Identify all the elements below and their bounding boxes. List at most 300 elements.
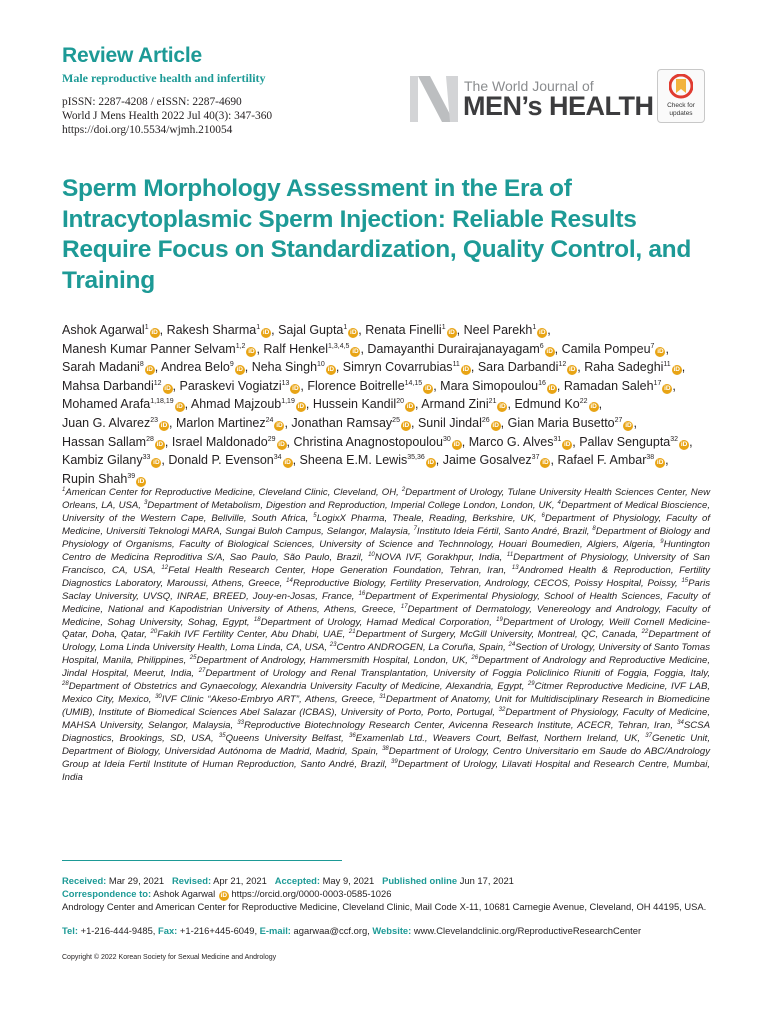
author-entry: Juan G. Alvarez$^{23}$iD , — [62, 415, 173, 430]
affiliation-number: 6 — [541, 512, 545, 519]
author-entry: Jonathan Ramsay$^{25}$iD , — [291, 415, 415, 430]
fax-value: +1-216+445-6049, — [179, 925, 258, 936]
orcid-icon[interactable]: iD — [350, 329, 357, 336]
affiliation-text: Department of Experimental Physiology, School of Health Sciences, Faculty of Medicine, National and Kapodistrian University of Athens, Athens, Greece, — [62, 590, 710, 615]
journal-logo-mark-icon — [410, 76, 460, 122]
accepted-label: Accepted: — [274, 875, 321, 886]
author-affiliation-ref: 16 — [538, 379, 546, 387]
affiliation-text: Department of Andrology and Reproductive Medicine, Jindal Hospital, Meerut, India, — [62, 655, 711, 680]
journal-name-main: MEN’s HEALTH — [463, 91, 654, 121]
author-entry: Ahmad Majzoub$^{1,19}$iD , — [190, 397, 310, 412]
email-label: E-mail: — [259, 925, 291, 936]
author-entry: Damayanthi Durairajanayagam$^6$iD , — [367, 341, 559, 356]
author-entry: Paraskevi Vogiatzi$^{13}$iD , — [179, 378, 304, 393]
affiliation-number: 7 — [413, 525, 417, 532]
contact-line — [62, 925, 710, 937]
orcid-icon[interactable]: iD — [424, 384, 432, 392]
author-entry: Israel Maldonado$^{29}$iD , — [171, 434, 291, 449]
affiliation-text: Department of Anatomy, Unit for Multidisciplinary Research in Biomedicine (UMIB), Institute of Biomedical Sciences Abel Salazar (ICBAS), University of Porto, Porto, Portugal, — [62, 694, 710, 719]
tel-value: +1-216-444-9485, — [80, 925, 156, 936]
author-affiliation-ref: 1 — [343, 323, 348, 331]
affiliation-number: 19 — [496, 616, 503, 623]
author-entry: Andrea Belo$^9$iD , — [161, 360, 249, 375]
affiliation-text: Department of Urology, Tulane University Health Sciences Center, New Orleans, LA, USA, — [62, 487, 710, 511]
affiliation-text: Andromed Health & Reproduction, Fertility Diagnostics Laboratory, Maroussi, Athens, Greece, — [62, 564, 710, 589]
author-entry: Manesh Kumar Panner Selvam$^{1,2}$iD , — [62, 341, 260, 356]
author-entry: Ralf Henkel$^{1,3,4,5}$iD , — [263, 341, 364, 356]
author-name: Rakesh Sharma — [166, 323, 257, 337]
affiliation-text: Genetic Unit, Department of Biology, Universidad Autónoma de Madrid, Madrid, Spain, — [62, 733, 710, 758]
author-entry: Simryn Covarrubias$^{11}$iD , — [342, 360, 475, 375]
author-affiliation-ref: 22 — [579, 398, 588, 406]
affiliation-entry — [199, 668, 710, 679]
author-name: Marlon Martinez — [176, 415, 266, 430]
affiliation-entry — [313, 513, 536, 524]
affiliation-entry — [237, 720, 673, 731]
affiliation-text: Instituto Ideia Fértil, Santo André, Brazil, — [416, 525, 590, 537]
orcid-icon[interactable]: iD — [680, 440, 688, 448]
orcid-icon[interactable]: iD — [499, 403, 506, 411]
affiliation-number: 3 — [143, 499, 148, 506]
affiliation-entry — [286, 578, 678, 589]
affiliation-entry — [219, 733, 344, 744]
affiliation-entry — [190, 655, 468, 666]
affiliation-number: 27 — [198, 668, 206, 675]
citation: World J Mens Health 2022 Jul 40(3): 347-360 — [62, 110, 273, 123]
correspondence-address: Andrology Center and American Center for Reproductive Medicine, Cleveland Clinic, Mail Code X-11, 10681 Carnegie Avenue, Cleveland, OH 44195, USA. — [62, 901, 707, 912]
author-name: Andrea Belo — [161, 360, 230, 375]
correspondence-line — [62, 888, 710, 901]
author-name: Sajal Gupta — [278, 323, 344, 337]
affiliation-number: 32 — [498, 707, 506, 714]
affiliation-number: 37 — [645, 732, 652, 739]
affiliation-number: 30 — [155, 694, 162, 701]
orcid-icon[interactable]: iD — [590, 403, 597, 411]
author-entry: Raha Sadeghi$^{11}$iD , — [584, 360, 686, 375]
issn: pISSN: 2287-4208 / eISSN: 2287-4690 — [62, 96, 242, 108]
affiliation-number: 25 — [189, 655, 197, 662]
affiliation-text: American Center for Reproductive Medicine, Cleveland Clinic, Cleveland, OH, — [65, 487, 399, 498]
affiliation-number: 29 — [527, 681, 535, 688]
affiliation-text: Department of Surgery, McGill University, Montreal, QC, Canada, — [355, 629, 639, 641]
author-entry: Ramadan Saleh$^{17}$iD , — [563, 378, 676, 393]
author-affiliation-ref: 12 — [558, 361, 567, 369]
affiliation-number: 26 — [471, 655, 479, 662]
author-entry: Sunil Jindal$^{26}$iD , — [417, 415, 505, 430]
affiliation-number: 9 — [660, 538, 664, 545]
affiliation-text: Citmer Reproductive Medicine, IVF LAB, Mexico City, Mexico, — [62, 681, 711, 706]
affiliation-text: Department of Metabolism, Digestion and Reproduction, Imperial College London, London, UK, — [147, 499, 555, 511]
correspondence-label: Correspondence to: — [62, 888, 152, 899]
author-name: Sunil Jindal — [417, 415, 482, 430]
orcid-icon[interactable]: iD — [568, 366, 576, 374]
website-link[interactable]: www.Clevelandclinic.org/ReproductiveResearchCenter — [413, 925, 642, 936]
orcid-icon[interactable]: iD — [151, 329, 158, 336]
author-affiliation-ref: 39 — [127, 472, 136, 480]
author-affiliation-ref: 7 — [650, 342, 655, 350]
affiliation-entry — [155, 694, 375, 705]
orcid-icon[interactable]: iD — [657, 347, 664, 355]
affiliation-text: Department of Andrology, Hammersmith Hospital, London, UK, — [196, 655, 468, 667]
orcid-icon[interactable]: iD — [448, 329, 455, 336]
affiliation-text: Department of Physiology, University of San Francisco, CA, USA, — [62, 551, 710, 576]
affiliation-entry — [414, 526, 590, 537]
correspondence-name: Ashok Agarwal — [153, 888, 216, 899]
author-name: Sarah Madani — [62, 360, 140, 375]
revised-label: Revised: — [171, 875, 212, 886]
affiliation-number: 39 — [391, 758, 398, 765]
affiliation-number: 33 — [237, 719, 244, 726]
affiliation-number: 2 — [401, 486, 406, 493]
author-entry: Mohamed Arafa$^{1,18,19}$iD , — [62, 397, 189, 412]
author-entry: Kambiz Gilany$^{33}$iD , — [62, 453, 165, 468]
author-affiliation-ref: 24 — [265, 416, 274, 424]
author-affiliation-ref: 8 — [139, 361, 144, 369]
author-entry: Pallav Sengupta$^{32}$iD , — [579, 434, 693, 449]
doi-link[interactable]: https://doi.org/10.5534/wjmh.210054 — [62, 124, 233, 137]
affiliation-text: Department of Urology, Weill Cornell Medicine-Qatar, Doha, Qatar, — [62, 616, 710, 641]
affiliation-number: 11 — [506, 551, 514, 558]
tel-label: Tel: — [62, 925, 78, 936]
author-affiliation-ref: 1 — [532, 323, 537, 331]
affiliation-entry — [161, 565, 506, 576]
copyright-notice: Copyright © 2022 Korean Society for Sexual Medicine and Andrology — [62, 954, 277, 961]
orcid-icon[interactable]: iD — [156, 440, 164, 448]
author-affiliation-ref: 35,36 — [407, 454, 425, 461]
revised-date: Apr 21, 2021 — [213, 875, 267, 886]
author-name: Sheena E.M. Lewis — [299, 453, 408, 468]
author-name: Donald P. Evenson — [168, 453, 274, 468]
orcid-icon[interactable]: iD — [492, 421, 499, 429]
orcid-icon[interactable]: iD — [539, 329, 546, 336]
orcid-icon[interactable]: iD — [297, 403, 305, 411]
article-subject: Male reproductive health and infertility — [62, 71, 266, 85]
received-date: Mar 29, 2021 — [108, 875, 165, 886]
author-affiliation-ref: 12 — [153, 379, 162, 387]
author-entry: Camila Pompeu$^7$iD , — [561, 341, 669, 356]
check-for-updates-badge[interactable] — [657, 69, 705, 123]
affiliation-text: Department of Urology, Lilavati Hospital and Research Centre, Mumbai, India — [62, 759, 710, 783]
affiliation-text: Fetal Health Research Center, Hope Generation Foundation, Tehran, Iran, — [168, 564, 507, 576]
orcid-icon[interactable]: iD — [406, 403, 414, 411]
author-name: Hassan Sallam — [62, 434, 147, 449]
author-affiliation-ref: 6 — [539, 342, 544, 350]
affiliation-entry — [151, 629, 346, 640]
author-name: Sara Darbandi — [477, 360, 559, 375]
author-entry: Neel Parekh$^1$iD , — [463, 323, 551, 337]
affiliation-text: SCSA Diagnostics, Brookings, SD, USA, — [62, 720, 710, 745]
orcid-icon[interactable]: iD — [284, 459, 291, 467]
article-title: Sperm Morphology Assessment in the Era of Intracytoplasmic Sperm Injection: Reliable Results Require Focus on Standardization, Quality Control, and Training — [62, 175, 692, 294]
author-name: Edmund Ko — [514, 397, 580, 412]
affiliation-number: 20 — [150, 629, 158, 636]
affiliation-text: Department of Biology and Physiology of Organisms, Faculty of Biological Sciences, University of Science and Technnology, Houari Boumedien, Algiers, Algeria, — [62, 525, 710, 550]
author-entry: Rakesh Sharma$^1$iD , — [166, 323, 275, 337]
affiliation-number: 12 — [161, 564, 169, 571]
author-name: Juan G. Alvarez — [62, 415, 151, 430]
author-affiliation-ref: 37 — [531, 454, 540, 461]
author-affiliation-ref: 1,2 — [235, 342, 246, 350]
author-affiliation-ref: 10 — [317, 361, 325, 369]
orcid-icon[interactable]: iD — [292, 384, 299, 392]
author-affiliation-ref: 25 — [392, 416, 400, 424]
author-affiliation-ref: 11 — [452, 361, 460, 369]
affiliation-number: 36 — [348, 732, 356, 739]
orcid-icon[interactable]: iD — [664, 384, 671, 392]
author-affiliation-ref: 1 — [256, 323, 261, 331]
affiliation-list — [62, 487, 710, 785]
author-affiliation-ref: 13 — [281, 379, 290, 387]
orcid-icon[interactable]: iD — [220, 892, 228, 899]
email-link[interactable]: agarwaa@ccf.org, — [293, 925, 370, 936]
orcid-icon[interactable]: iD — [176, 403, 183, 411]
author-name: Ahmad Majzoub — [190, 397, 282, 412]
orcid-icon[interactable]: iD — [327, 366, 335, 374]
affiliation-entry — [368, 552, 502, 563]
affiliation-entry — [62, 487, 399, 498]
author-entry — [62, 472, 146, 486]
affiliation-text: Department of Obstetrics and Gynaecology, Alexandria University Faculty of Medicine, Alexandria, Egypt, — [68, 681, 525, 693]
author-name: Hussein Kandil — [312, 397, 397, 412]
author-entry: Sheena E.M. Lewis$^{35,36}$iD , — [299, 453, 440, 468]
author-affiliation-ref: 14,15 — [404, 379, 423, 387]
correspondence-orcid-link[interactable]: https://orcid.org/0000-0003-0585-1026 — [231, 888, 392, 899]
affiliation-text: Department of Urology and Renal Transplantation, University of Foggia Policlinico Riuniti of Foggia, Foggia, Italy, — [205, 668, 711, 680]
author-affiliation-ref: 38 — [646, 454, 655, 461]
orcid-icon[interactable]: iD — [427, 459, 435, 467]
author-name: Rupin Shah — [62, 471, 128, 486]
affiliation-text: Department of Dermatology, Venereology and Andrology, Faculty of Medicine, Sohag University, Sohag, Egypt, — [62, 603, 710, 628]
orcid-icon[interactable]: iD — [278, 440, 285, 448]
orcid-icon[interactable]: iD — [160, 421, 168, 429]
orcid-icon[interactable]: iD — [276, 421, 283, 429]
author-name: Armand Zini — [421, 397, 489, 412]
affiliation-text: NOVA IVF, Gorakhpur, India, — [374, 551, 503, 563]
affiliation-number: 8 — [592, 525, 596, 532]
affiliation-number: 21 — [348, 629, 356, 636]
author-entry: Jaime Gosalvez$^{37}$iD , — [442, 453, 554, 468]
author-name: Christina Anagnostopoulou — [293, 434, 443, 449]
published-date: Jun 17, 2021 — [459, 875, 514, 886]
author-entry: Donald P. Evenson$^{34}$iD , — [168, 453, 297, 468]
affiliation-text: Department of Urology, Centro Universitario em Saude do ABC/Andrology Group at Ideia Fertil Institute of Human Reproduction, Santo André, Brazil, — [62, 746, 711, 771]
author-affiliation-ref: 11 — [663, 361, 671, 369]
author-entry: Gian Maria Busetto$^{27}$iD , — [507, 415, 637, 430]
journal-logo — [410, 74, 654, 124]
affiliation-entry — [349, 629, 638, 640]
affiliation-text: Centro ANDROGEN, La Coruña, Spain, — [336, 642, 506, 654]
author-entry: Florence Boitrelle$^{14,15}$iD , — [307, 378, 437, 393]
author-name: Gian Maria Busetto — [507, 415, 615, 430]
published-label: Published online — [382, 875, 458, 886]
author-affiliation-ref: 30 — [442, 435, 451, 443]
affiliation-number: 15 — [681, 577, 689, 584]
orcid-icon[interactable]: iD — [673, 366, 680, 374]
author-affiliation-ref: 26 — [481, 416, 490, 424]
affiliation-entry — [144, 500, 555, 511]
author-name: Neha Singh — [251, 360, 318, 375]
orcid-icon[interactable]: iD — [625, 421, 632, 429]
author-affiliation-ref: 9 — [229, 361, 234, 369]
author-name: Kambiz Gilany — [62, 453, 143, 468]
article-type: Review Article — [62, 44, 202, 67]
affiliation-entry — [349, 733, 640, 744]
author-affiliation-ref: 1,19 — [281, 398, 295, 406]
author-entry: Christina Anagnostopoulou$^{30}$iD , — [293, 434, 466, 449]
affiliation-text: Huntington Centro de Medicina Reproditiva S/A, Sao Paulo, São Paulo, Brazil, — [62, 538, 710, 563]
affiliation-number: 38 — [382, 745, 389, 752]
author-name: Florence Boitrelle — [307, 378, 405, 393]
orcid-icon[interactable]: iD — [248, 347, 255, 355]
author-name: Camila Pompeu — [561, 341, 651, 356]
author-name: Renata Finelli — [365, 323, 442, 337]
affiliation-text: Examenlab Ltd., Weavers Court, Belfast, Northern Ireland, UK, — [355, 733, 641, 745]
author-name: Marco G. Alves — [468, 434, 554, 449]
author-affiliation-ref: 33 — [142, 454, 151, 461]
author-name: Raha Sadeghi — [584, 360, 664, 375]
affiliation-text: Reproductive Biotechnology Research Center, Avicenna Research Institute, ACECR, Tehran, Iran, — [243, 720, 674, 732]
orcid-icon[interactable]: iD — [548, 384, 556, 392]
author-list — [62, 321, 712, 488]
affiliation-number: 22 — [641, 629, 649, 636]
section-divider — [62, 860, 342, 861]
affiliation-text: Department of Medical Bioscience, University of the Western Cape, Bellville, South Africa, — [62, 499, 710, 524]
author-affiliation-ref: 17 — [653, 379, 662, 387]
author-entry: Sarah Madani$^8$iD , — [62, 360, 159, 375]
journal-name-top: The World Journal of — [464, 78, 594, 94]
author-name: Pallav Sengupta — [579, 434, 671, 449]
author-affiliation-ref: 23 — [150, 416, 159, 424]
author-entry: Marlon Martinez$^{24}$iD , — [176, 415, 288, 430]
affiliation-text: LogixX Pharma, Theale, Reading, Berkshire, UK, — [316, 512, 537, 524]
affiliation-text: IVF Clinic “Akeso-Embryo ART”, Athens, Greece, — [161, 694, 376, 706]
author-entry: Armand Zini$^{21}$iD , — [421, 397, 511, 412]
author-entry: Sara Darbandi$^{12}$iD , — [477, 360, 581, 375]
author-name: Jaime Gosalvez — [442, 453, 532, 468]
author-name: Simryn Covarrubias — [342, 360, 453, 375]
affiliation-text: Queens University Belfast, — [225, 733, 344, 745]
affiliation-text: Department of Urology, Loma Linda University Health, Loma Linda, CA, USA, — [62, 629, 710, 654]
author-affiliation-ref: 31 — [553, 435, 562, 443]
author-name: Manesh Kumar Panner Selvam — [62, 341, 236, 356]
author-affiliation-ref: 1,3,4,5 — [328, 342, 350, 350]
author-affiliation-ref: 1 — [144, 323, 149, 331]
orcid-icon[interactable]: iD — [542, 459, 549, 467]
affiliation-text: Department of Urology, Hamad Medical Corporation, — [260, 616, 492, 628]
author-name: Rafael F. Ambar — [557, 453, 647, 468]
website-label: Website: — [372, 925, 412, 936]
author-name: Damayanthi Durairajanayagam — [367, 341, 540, 356]
affiliation-number: 18 — [253, 616, 261, 623]
orcid-icon[interactable]: iD — [164, 384, 171, 392]
affiliation-text: Reproductive Biology, Fertility Preservation, Andrology, CECOS, Poissy Hospital, Poissy, — [292, 577, 678, 589]
author-affiliation-ref: 29 — [267, 435, 276, 443]
author-name: Neel Parekh — [463, 323, 533, 337]
author-entry: Sajal Gupta$^1$iD , — [278, 323, 362, 337]
affiliation-number: 28 — [62, 681, 69, 688]
author-name: Ramadan Saleh — [563, 378, 654, 393]
author-name: Mohamed Arafa — [62, 397, 151, 412]
author-name: Jonathan Ramsay — [291, 415, 393, 430]
affiliation-number: 23 — [329, 642, 337, 649]
affiliation-text: Department of Physiology, Faculty of Medicine, Universiti Teknologi MARA, Sungai Buloh Campus, Selangor, Malaysia, — [62, 512, 710, 537]
orcid-icon[interactable]: iD — [146, 366, 153, 374]
author-affiliation-ref: 1,18,19 — [150, 398, 174, 406]
author-affiliation-ref: 32 — [670, 435, 679, 443]
check-updates-label: Check for updates — [667, 102, 695, 117]
author-affiliation-ref: 27 — [614, 416, 623, 424]
affiliation-number: 31 — [379, 694, 386, 701]
fax-label: Fax: — [158, 925, 178, 936]
affiliation-number: 4 — [557, 499, 561, 506]
affiliation-text: Section of Urology, University of Santo Tomas Hospital, Manila, Philippines, — [62, 642, 710, 667]
orcid-icon[interactable]: iD — [262, 329, 270, 336]
author-entry: Neha Singh$^{10}$iD , — [251, 360, 340, 375]
author-affiliation-ref: 1 — [441, 323, 446, 331]
author-affiliation-ref: 28 — [146, 435, 154, 443]
affiliation-entry — [62, 681, 524, 692]
author-entry: Marco G. Alves$^{31}$iD , — [468, 434, 576, 449]
article-dates — [62, 875, 710, 887]
author-entry: Ashok Agarwal$^1$iD , — [62, 323, 164, 337]
author-entry: Mara Simopoulou$^{16}$iD , — [440, 378, 561, 393]
author-affiliation-ref: 20 — [396, 398, 404, 406]
orcid-icon[interactable]: iD — [462, 366, 470, 374]
orcid-icon[interactable]: iD — [564, 440, 571, 448]
affiliation-text: Department of Physiology, Faculty of Medicine, MAHSA University, Selangor, Malaysia, — [62, 707, 710, 732]
author-name: Ashok Agarwal — [62, 323, 145, 337]
accepted-date: May 9, 2021 — [322, 875, 375, 886]
author-entry: Renata Finelli$^1$iD , — [365, 323, 461, 337]
author-name: Mara Simopoulou — [440, 378, 539, 393]
author-name: Ralf Henkel — [263, 341, 329, 356]
orcid-icon[interactable]: iD — [453, 440, 460, 448]
orcid-icon[interactable]: iD — [352, 347, 359, 355]
affiliation-number: 16 — [358, 590, 366, 597]
affiliation-entry — [254, 617, 492, 628]
affiliation-text: Paris Saclay University, UVSQ, INRAE, BREED, Jouy-en-Josas, France, — [62, 577, 710, 602]
author-entry: Mahsa Darbandi$^{12}$iD , — [62, 378, 176, 393]
bibliographic-info — [62, 95, 272, 138]
author-name: Paraskevi Vogiatzi — [179, 378, 282, 393]
author-affiliation-ref: 34 — [273, 454, 282, 461]
received-label: Received: — [62, 875, 107, 886]
affiliation-number: 1 — [62, 486, 66, 493]
affiliation-number: 34 — [677, 719, 684, 726]
orcid-icon[interactable]: iD — [137, 477, 145, 485]
check-updates-icon — [669, 74, 693, 100]
orcid-icon[interactable]: iD — [656, 459, 664, 467]
author-entry: Rafael F. Ambar$^{38}$iD , — [557, 453, 669, 468]
orcid-icon[interactable]: iD — [546, 347, 553, 355]
orcid-icon[interactable]: iD — [402, 421, 410, 429]
author-affiliation-ref: 21 — [488, 398, 497, 406]
author-entry: Edmund Ko$^{22}$iD , — [514, 397, 603, 412]
author-entry: Hussein Kandil$^{20}$iD , — [312, 397, 419, 412]
affiliation-number: 10 — [368, 551, 375, 558]
author-entry: Hassan Sallam$^{28}$iD , — [62, 434, 169, 449]
affiliation-entry — [330, 642, 506, 653]
affiliation-number: 24 — [508, 642, 516, 649]
affiliation-number: 14 — [286, 577, 293, 584]
affiliation-number: 5 — [313, 512, 317, 519]
orcid-icon[interactable]: iD — [153, 459, 160, 467]
affiliation-number: 13 — [511, 564, 519, 571]
author-name: Israel Maldonado — [171, 434, 268, 449]
author-name: Mahsa Darbandi — [62, 378, 154, 393]
affiliation-text: Fakih IVF Fertility Center, Abu Dhabi, UAE, — [157, 629, 346, 641]
orcid-icon[interactable]: iD — [236, 366, 243, 374]
